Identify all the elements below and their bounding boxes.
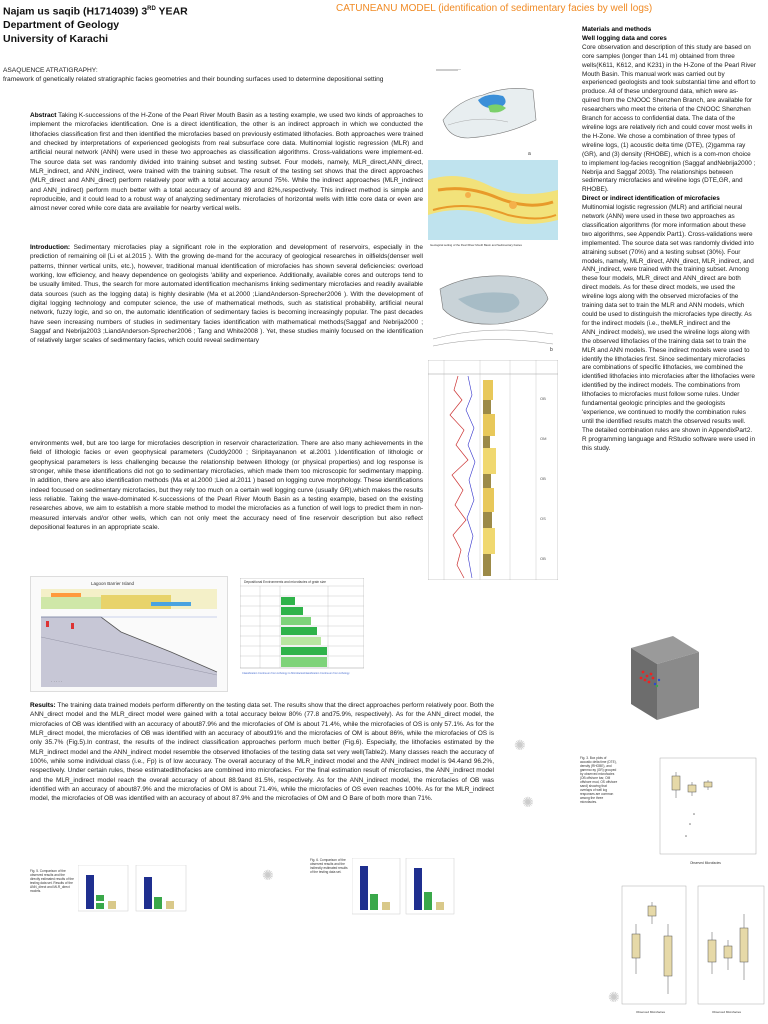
dep-foot-right: Classification Continuum from Lithology — [304, 672, 350, 675]
decor-gear-icon: ✺ — [522, 794, 534, 810]
fig3-boxplot-top — [580, 754, 760, 869]
fig5-figure — [30, 845, 190, 915]
author-block — [3, 3, 188, 46]
col-label-2: OM — [540, 436, 547, 441]
scatter-3d-figure — [613, 628, 705, 724]
university-line: University of Karachi — [3, 32, 109, 45]
fig6-bars — [352, 858, 456, 918]
introduction-paragraph — [30, 243, 423, 346]
col-label-4: OS — [540, 516, 546, 521]
depositional-table-graphic — [240, 578, 364, 678]
well-log-column — [428, 360, 558, 580]
decor-gear-icon: ✺ — [514, 737, 526, 753]
asq-heading: ASAQUENCE ATRATIGRAPHY: — [3, 67, 98, 74]
boxplot-bottom-xlabel-left: Observed Microfacies — [636, 1010, 666, 1014]
lagoon-title: Lagoon Barrier Island — [91, 581, 135, 586]
decor-gear-icon: ✺ — [262, 867, 274, 883]
map-a-label: a — [528, 151, 531, 157]
materials-methods — [582, 26, 756, 454]
abstract-label: Abstract — [30, 112, 57, 119]
results-label: Results: — [30, 702, 56, 709]
fig6-figure — [310, 858, 458, 928]
svg-text:· · · · ·: · · · · · — [51, 679, 63, 684]
sequence-stratigraphy-note — [3, 67, 423, 84]
results-paragraph — [30, 701, 494, 804]
map-b-label: b — [550, 347, 553, 353]
geological-map — [428, 160, 558, 248]
asq-text: framework of genetically related stratigraphic facies geometries and their bounding surfaces used to determine depositional setting — [3, 75, 384, 83]
methods-heading: Materials and methods — [582, 26, 652, 33]
col-label-5: OB — [540, 556, 546, 561]
fig5-bars — [78, 865, 188, 913]
barrier-island-figure — [30, 576, 228, 692]
introduction-text: Sedimentary microfacies play a significant role in the exploration and development of reservoirs, especially in the prediction of remaining oil [Li et al.2015 ). With the growing de-mand for the accuracy of geological researches in oilfields(denser well patterns, thinner vertical units, etc.), however, traditional manual identification of microfacies has shown several deficiencies: overload working, low efficiency, and heavy dependence on geologists 'ability and experience. Additionally, available cores and outcrops tend to be usually limited. Thus, the search for more automated identification mechanisms linking sedimentary microfacies and readily available data sources (such as the logging data) is highly desirable (Ma et al.2000 ;LiandAnderson-Sprecher2006 ). With the development of digital logging technology and computer science, the use of mathematical methods, such as statistical probability, artificial neural network, fuzzy logic, and so on, the automatic identification of sedimentary facies is becoming increasingly popular. The past decades have seen increasing numbers of studies in sedimentary facies identification with mathematical methods(Saggaf and Nebrija2000 ; Saggaf and Nebrija2003 ;LiandAnderson-Sprecher2006 ; Tang and White2008 ). Yet, these studies mainly focused on the identification of relatively larger scales of sedimentary facies, which could reveal sedimentary — [30, 244, 423, 345]
fig3-caption: Fig. 3. Box plots of acoustic delta time (DTE), density (RHOBE), and gamma ray (GR) grouped by observed microfacies (OB offshore bar, OM offshore mud, OS offshore sand) showing that overlaps of well log responses are common among the three microfacies. — [580, 756, 618, 804]
scatter-3d-graphic — [613, 628, 705, 724]
introduction-label: Introduction: — [30, 244, 71, 251]
abstract-paragraph — [30, 111, 423, 214]
location-map-a-graphic — [428, 60, 543, 158]
geological-map-graphic — [428, 160, 558, 248]
poster-title: CATUNEANU MODEL (identification of sedimentary facies by well logs) — [336, 3, 653, 14]
methods-text2: Multinomial logistic regression (MLR) and artificial neural network (ANN) were used in these two approaches as classification algorithms (for more information about these two algorithms, see Appendix Part1). Cross-validations were implemented. The source data set was randomly divided into atraining subset (70%) and a testing subset (30%). Four models, namely, MLR_direct, ANN_direct, MLR_indirect, and ANN_indirect, were trained with the training subset. Among these four models, MLR_direct and ANN_direct are both direct models. As for these direct models, we used the wireline logs along with the observed microfacies of the training data set to train the MLR and ANN models, which could be used to distinguish the microfacies type directly. As for the indirect models (i.e., theMLR_indirect and the ANN_indirect models), we used the wireline logs along with the observed lithofacies of the training data set to train the MLR and ANN models. These indirect models were used to identify the lithofacies first. Since sedimentary microfacies are combinations of specific lithofacies, we combined the identified lithofacies into microfacies after the lithofacies were identified by the indirect models. The combinations from lithofacies to microfacies must follow some rules. Under fundamental geologic principles and the geologists 'experience, we continued to modify the combination rules until the identified results match the observed results well. The detailed combination rules are shown in AppendixPart2. R programming language and RStudio software were used in this study. — [582, 204, 755, 452]
col-label-1: OB — [540, 396, 546, 401]
methods-sub1: Well logging data and cores — [582, 34, 667, 42]
results-text: The training data trained models perform differently on the testing data set. The results show that the direct approaches perform relatively poor. Both the ANN_direct model and the MLR_direct model were gained with a total accuracy below 80% (77.8 and75.9%, respectively). As for the ANN_direct model, the microfacies of OB was identified with an accuracy of about87.9% and the microfacies of OM is about 71.4%, while the microfacies of OS is only 57.1%. As for the MLR_direct model, the microfacies of OB was identified with an accuracy of about91% and the microfacies of OM is about 86%, while the microfacies of OS is only 35.7% (Fig.5).In contrast, the results of the indirect classification approaches perform much better (Fig.6). Especially, the lithofacies estimated by the MLR_indirect model and the ANN_indirect model resemble the observed lithofacies of the testing data set very well(Table2). Many classes reach the accuracy of 100%, while some individual class (i.e., Fp) is of low accuracy. The overall accuracy of the MLR_indirect model and the ANN_indirect model is 94.4and 96.2%, respectively. Under certain rules, these estimatedlithofacies are combined into microfacies. For the final estimation result of microfacies, the ANN_indirect model and the MLR_indirect model reach the overall accuracy of about 88.9and 81.5%, respectively. As for the ANN_indirect model, the microfacies of OB was identified with an accuracy of about87.9% and the microfacies of OM is about 71.4%, while the microfacies of OS even reaches 100%. As for the MLR_indirect model, the microfacies of OB was identified with an accuracy of about 87.9% and the microfacies of OM and O Bare of both more than 71%. — [30, 702, 494, 803]
methods-sub2: Direct or indirect identification of microfacies — [582, 195, 720, 203]
well-log-graphic — [428, 360, 558, 580]
fig5-caption: Fig. 5. Comparison of the observed results and the directly estimated results of the testing data set. Results of the ANN_direct and MLR_direct models. — [30, 869, 74, 893]
author-line: Najam us saqib (H1714039) 3RD YEAR — [3, 5, 188, 18]
col-label-3: OB — [540, 476, 546, 481]
barrier-island-graphic — [31, 577, 227, 691]
dep-foot-left: Classification Continuum from Lithology to Microfacies — [242, 672, 305, 675]
location-map-a — [428, 60, 543, 158]
boxplot-top-xlabel: Observed Microfacies — [690, 861, 721, 865]
geo-caption: Geological setting of the Pearl River Mouth Basin and Sedimentary Facies — [430, 243, 522, 247]
svg-text:—: — — [458, 67, 461, 71]
boxplot-bottom-xlabel-right: Observed Microfacies — [712, 1010, 742, 1014]
department-line: Department of Geology — [3, 19, 120, 31]
dep-title: Depositional Environments and microfacies of grain size — [244, 580, 326, 584]
methods-text1: Core observation and description of this study are based on core samples (longer than 141 m) obtained from three wells(K611, K612, and K231) in the H-Zone of the Pearl River Mouth Basin. This manual work was carried out by experienced geologists and took substantial time and effort to produce. All of these underground data, which were as-quired from the CNOOC Shenzhen Branch, are available for researchers who meet the criteria of the CNOOC Shenzhen Branch for access to confidential data. The data of the wireline logs are relatively rich and could cover most wells in the H-Zone. We chose a combination of three types of wireline logs, (1) acoustic delta time (DTE), (2)gamma ray (GR), and (3) density (RHOBE), which is a com-mon choice to implement log-facies recognition (Saggaf andNebrija2000 ; Nebrija and Saggaf 2003). The relationships between sedimentary microfacies and wireline logs (DTE,GR, and RHOBE). — [582, 43, 756, 194]
boxplot-bottom-graphic — [618, 884, 768, 1019]
decor-gear-icon: ✺ — [608, 989, 620, 1005]
location-map-b-graphic — [428, 254, 558, 354]
boxplot-top-graphic — [620, 754, 758, 869]
abstract-text: Taking K-successions of the H-Zone of the Pearl River Mouth Basin as a testing example, we used two kinds of approaches to implement the microfacies identification. One is a direct identification, the other is an indirect approach in which we conducted the lithofacies classification first and then identified the microfacies based on previously estimated lithofacies. Both approaches were trained and checked by interpretations of experienced geologists from real subsurface core data. Multinomial logistic regression (MLR) and artificial neural network (ANN) were used in these two approaches as classification algorithms. Cross-validations were implement-ed. The source data set was randomly divided into training subset and testing subset. Four models, namely, MLR_direct,ANN_direct, MLR_indirect, and ANN_indirect, were trained with the training subset. The result of the testing set shows that the direct approaches (MLR_direct and ANN_direct) perform relatively poor with a total accuracy around 75%. While the indirect approaches (MLR_indirect and ANN_indirect) perform much better with a total accuracy of around 89 and 82%,respectively. This indirect method is simple and reproducible, and it could lead to a robust way of analyzing sedimentary microfacies of horizontal wells with little core data or even are almost never cored while core data are available for nearby vertical wells. — [30, 112, 423, 213]
location-map-b — [428, 254, 558, 354]
introduction-continued: environments well, but are too large for microfacies description in reservoir characterization. There are also many achievements in the field of lithologic facies or even geophysical parameters (Cuddy2000 ; Siripitayananon et al.2001 ).Identification of lithologic or geophysical parameters is less challenging because the relationship between lithology (or physical properties) and log response is stronger, while these identifications did not go to sedimentary microfacies, which made them too microscopic for sedimentary mapping. In addition, there are also identification methods (Ma et al.2000 ;Lied al.2011 ) based on logging curve morphology. These identifications indeed focused on sedimentary microfacies, but they rely too much on a certain well logging curve (usually GR),which makes the results less reliable. Taking the wave-dominated K-successions of the Pearl River Mouth Basin as a testing example, based on the existing researches above, we aim to establish a more stable method to model the microfacies as a function of well logs to predict them in non-measured intervals and/or other wells, which can not only meet the accuracy need of fine reservoir description but also reflect depositional features in an appropriate scale. — [30, 440, 423, 532]
fig3-boxplot-bottom — [618, 884, 768, 1019]
depositional-table-figure — [240, 578, 364, 678]
fig6-caption: Fig. 6. Comparison of the observed results and the indirectly estimated results of the testing data set. — [310, 858, 348, 874]
